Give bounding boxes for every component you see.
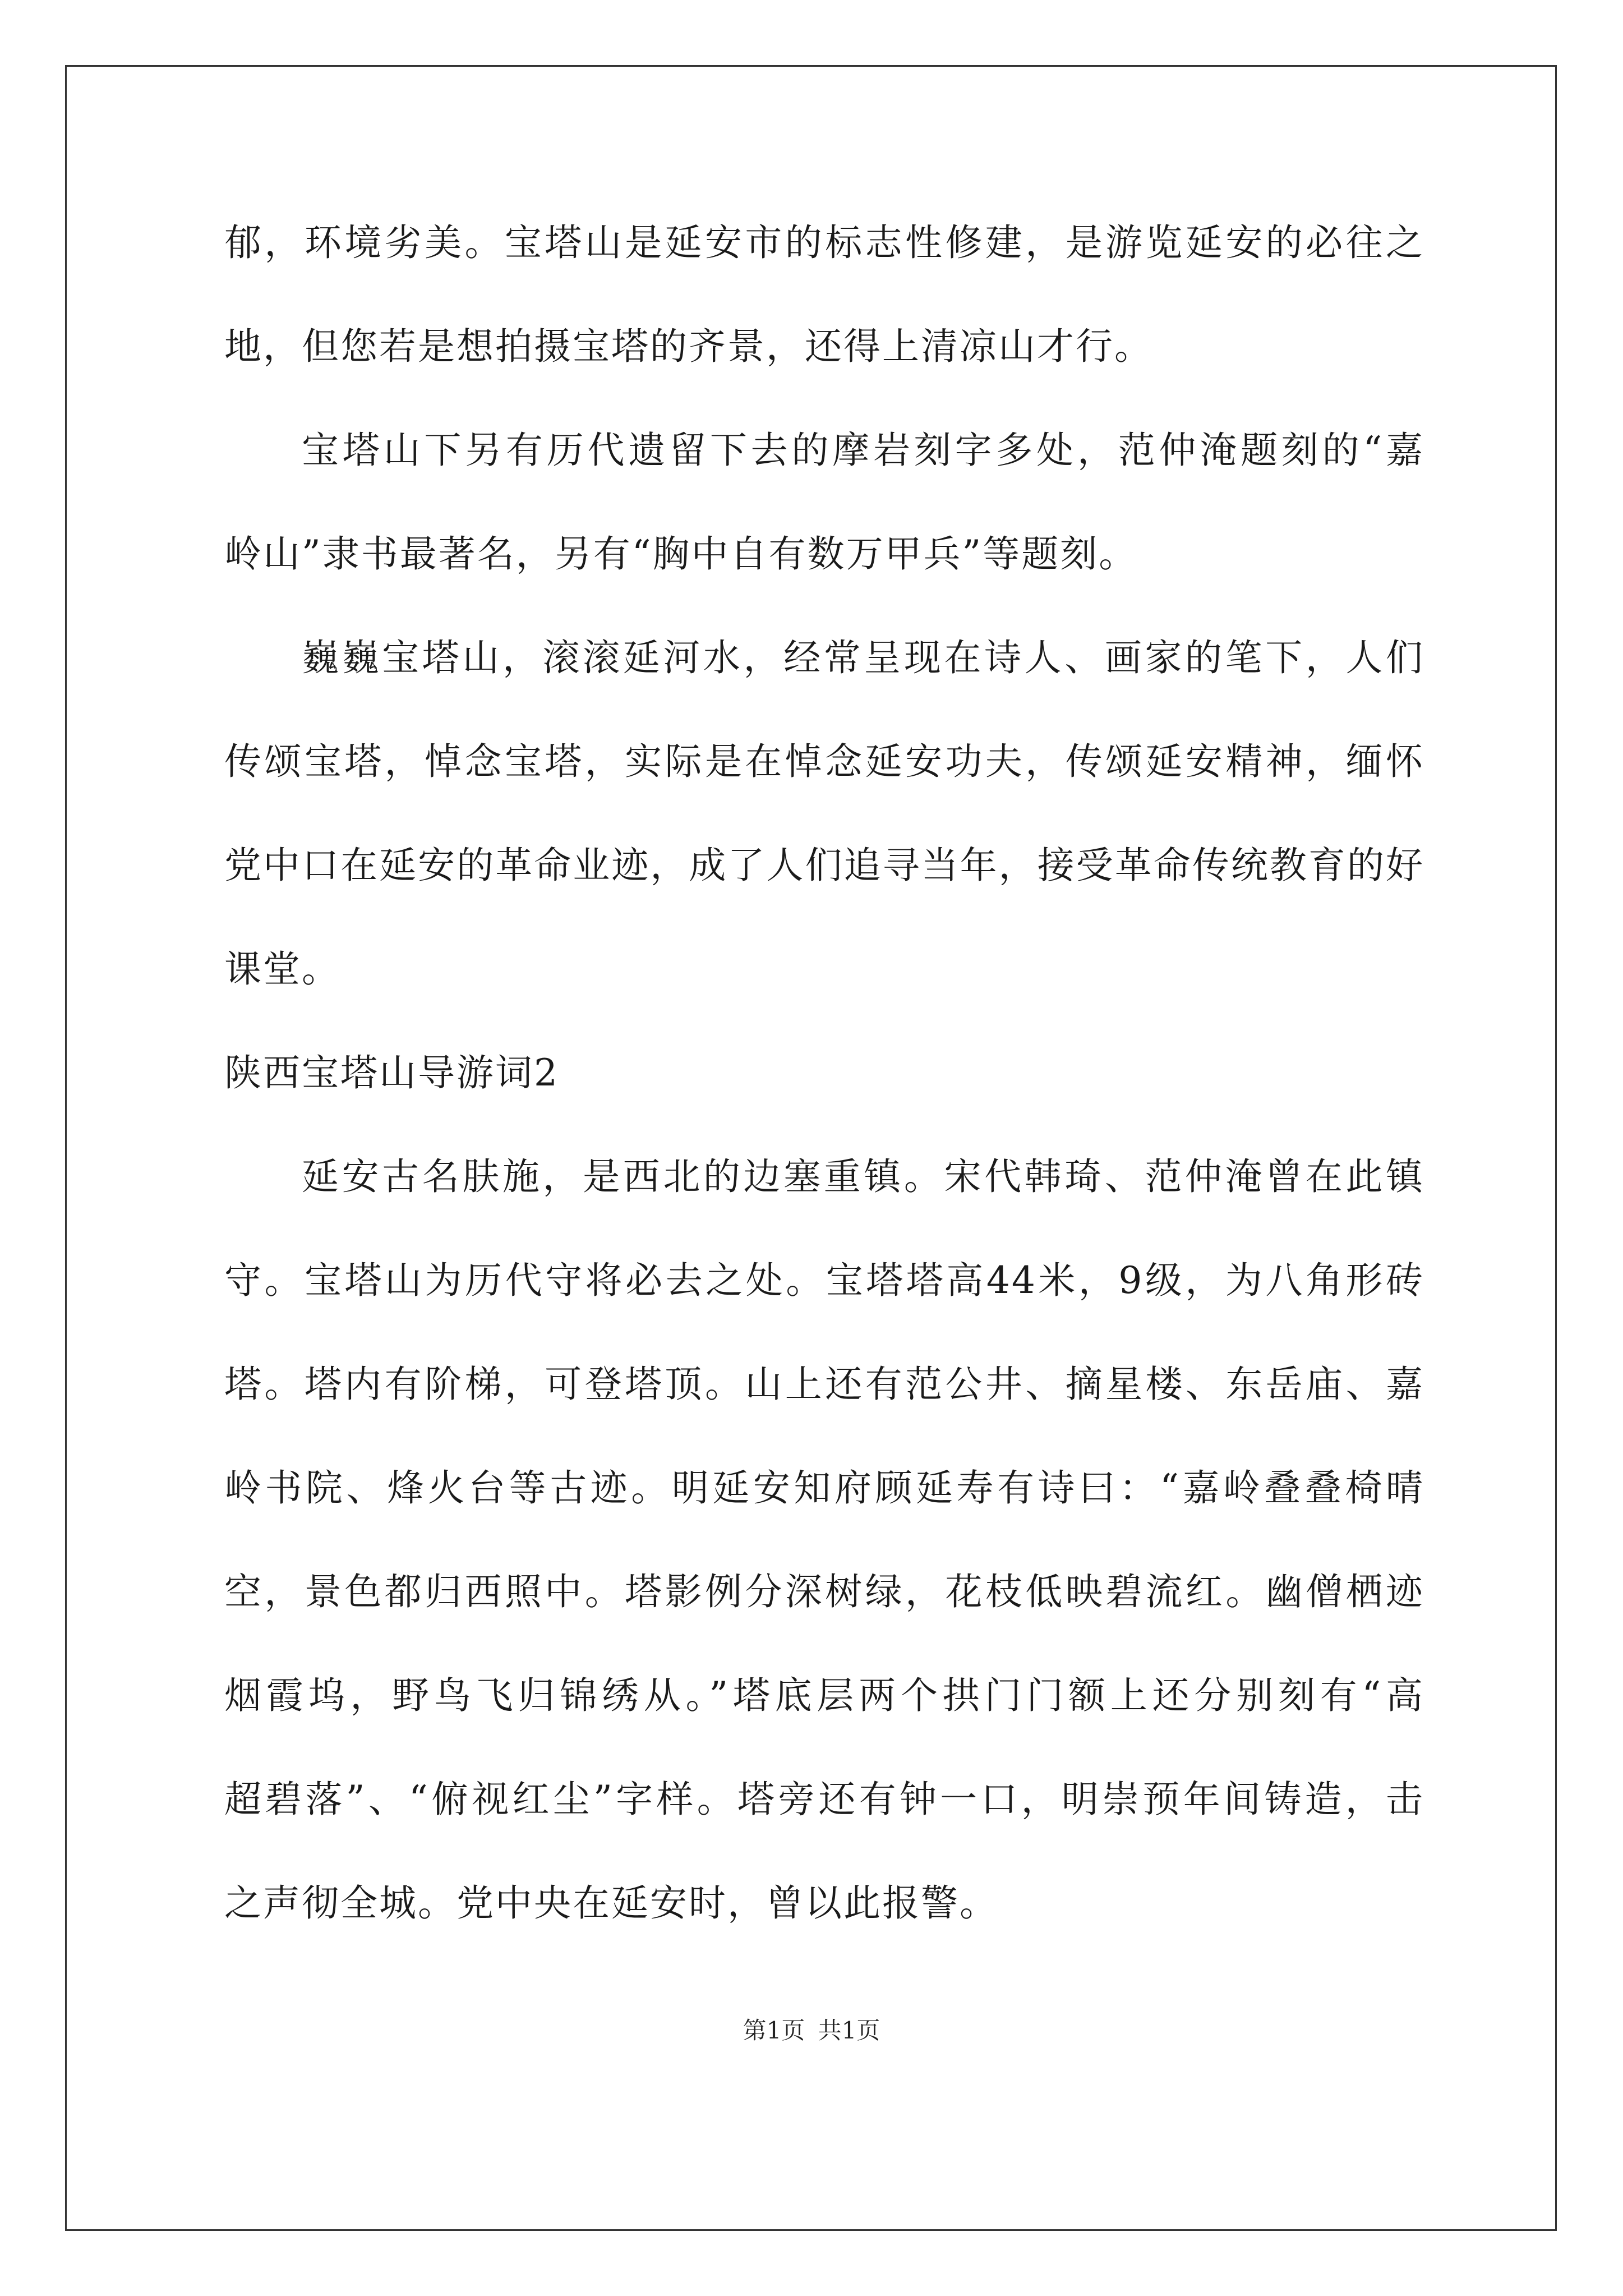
paragraph-line: 烟霞坞，野鸟飞归锦绣从。”塔底层两个拱门门额上还分别刻有“高 xyxy=(224,1674,1424,1717)
paragraph-line: 课堂。 xyxy=(224,947,340,991)
paragraph-line: 岭山”隶书最著名，另有“胸中自有数万甲兵”等题刻。 xyxy=(224,532,1138,576)
paragraph-line: 守。宝塔山为历代守将必去之处。宝塔塔高44米，9级，为八角形砖 xyxy=(224,1259,1424,1302)
paragraph-line: 郁，环境劣美。宝塔山是延安市的标志性修建，是游览延安的必往之 xyxy=(224,221,1424,264)
page-number-footer: 第1页 共1页 xyxy=(743,2017,880,2044)
section-heading: 陕西宝塔山导游词2 xyxy=(224,1051,559,1094)
document-body xyxy=(224,191,1424,1955)
paragraph-line: 塔。塔内有阶梯，可登塔顶。山上还有范公井、摘星楼、东岳庙、嘉 xyxy=(224,1363,1424,1406)
paragraph-line: 岭书院、烽火台等古迹。明延安知府顾延寿有诗曰：“嘉岭叠叠椅晴 xyxy=(224,1466,1424,1510)
paragraph-line: 之声彻全城。党中央在延安时，曾以此报警。 xyxy=(224,1881,998,1925)
paragraph-line: 传颂宝塔，悼念宝塔，实际是在悼念延安功夫，传颂延安精神，缅怀 xyxy=(224,740,1424,783)
paragraph-line: 党中口在延安的革命业迹，成了人们追寻当年，接受革命传统教育的好 xyxy=(224,844,1424,887)
paragraph-line: 延安古名肤施，是西北的边塞重镇。宋代韩琦、范仲淹曾在此镇 xyxy=(302,1155,1424,1198)
paragraph-line: 空，景色都归西照中。塔影例分深树绿，花枝低映碧流红。幽僧栖迹 xyxy=(224,1570,1424,1613)
paragraph-line: 巍巍宝塔山，滚滚延河水，经常呈现在诗人、画家的笔下，人们 xyxy=(302,636,1424,679)
paragraph-line: 超碧落”、“俯视红尘”字样。塔旁还有钟一口，明崇预年间铸造，击 xyxy=(224,1778,1424,1821)
paragraph-line: 宝塔山下另有历代遗留下去的摩岩刻字多处，范仲淹题刻的“嘉 xyxy=(302,429,1424,472)
paragraph-line: 地，但您若是想拍摄宝塔的齐景，还得上清凉山才行。 xyxy=(224,325,1153,368)
